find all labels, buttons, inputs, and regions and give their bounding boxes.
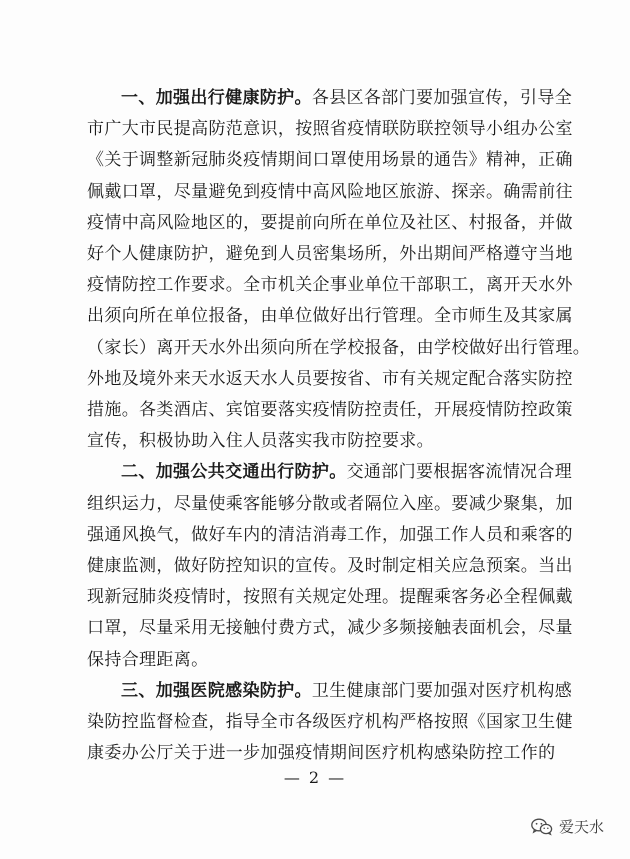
section-heading: 三、加强医院感染防护。 [121,680,312,701]
paragraph-line: （家长）离开天水外出须向所在学校报备，由学校做好出行管理。 [87,337,591,358]
paragraph-line: 《关于调整新冠肺炎疫情期间口罩使用场景的通告》精神，正确 [87,150,573,171]
document-body [87,83,591,769]
section-heading: 二、加强公共交通出行防护。 [121,462,347,483]
paragraph-line: 组织运力，尽量使乘客能够分散或者隔位入座。要减少聚集，加 [87,493,573,514]
paragraph-line: 市广大市民提高防范意识，按照省疫情联防联控领导小组办公室 [87,119,573,140]
paragraph-line: 三、加强医院感染防护。卫生健康部门要加强对医疗机构感 [121,680,573,701]
paragraph-line: 健康监测，做好防控知识的宣传。及时制定相关应急预案。当出 [87,556,573,577]
paragraph-line: 外地及境外来天水返天水人员要按省、市有关规定配合落实防控 [87,368,573,389]
paragraph-line: 疫情防控工作要求。全市机关企事业单位干部职工，离开天水外 [87,275,573,296]
paragraph-line: 口罩，尽量采用无接触付费方式，减少多频接触表面机会，尽量 [87,618,573,639]
paragraph-line: 宣传，积极协助入住人员落实我市防控要求。 [87,431,434,452]
paragraph-line: 佩戴口罩，尽量避免到疫情中高风险地区旅游、探亲。确需前往 [87,181,573,202]
paragraph-line: 强通风换气，做好车内的清洁消毒工作，加强工作人员和乘客的 [87,524,573,545]
paragraph-line: 一、加强出行健康防护。各县区各部门要加强宣传，引导全 [121,88,573,108]
section-heading: 一、加强出行健康防护。 [121,88,312,108]
paragraph-1 [87,83,591,457]
paragraph-line: 疫情中高风险地区的，要提前向所在单位及社区、村报备，并做 [87,212,573,233]
paragraph-3 [87,676,573,770]
watermark [531,816,604,837]
paragraph-line: 康委办公厅关于进一步加强疫情期间医疗机构感染防控工作的 [87,743,556,764]
paragraph-line: 好个人健康防护，避免到人员密集场所，外出期间严格遵守当地 [87,244,573,265]
paragraph-line: 出须向所在单位报备，由单位做好出行管理。全市师生及其家属 [87,306,573,327]
paragraph-line: 措施。各类酒店、宾馆要落实疫情防控责任，开展疫情防控政策 [87,400,573,421]
watermark-label: 爱天水 [558,818,604,836]
page-number: — 2 — [283,768,347,787]
paragraph-2 [87,457,573,675]
paragraph-line: 染防控监督检查，指导全市各级医疗机构严格按照《国家卫生健 [87,712,573,733]
paragraph-line: 现新冠肺炎疫情时，按照有关规定处理。提醒乘客务必全程佩戴 [87,587,573,608]
paragraph-line: 二、加强公共交通出行防护。交通部门要根据客流情况合理 [121,462,573,483]
wechat-icon [531,818,553,836]
paragraph-line: 保持合理距离。 [87,649,209,670]
